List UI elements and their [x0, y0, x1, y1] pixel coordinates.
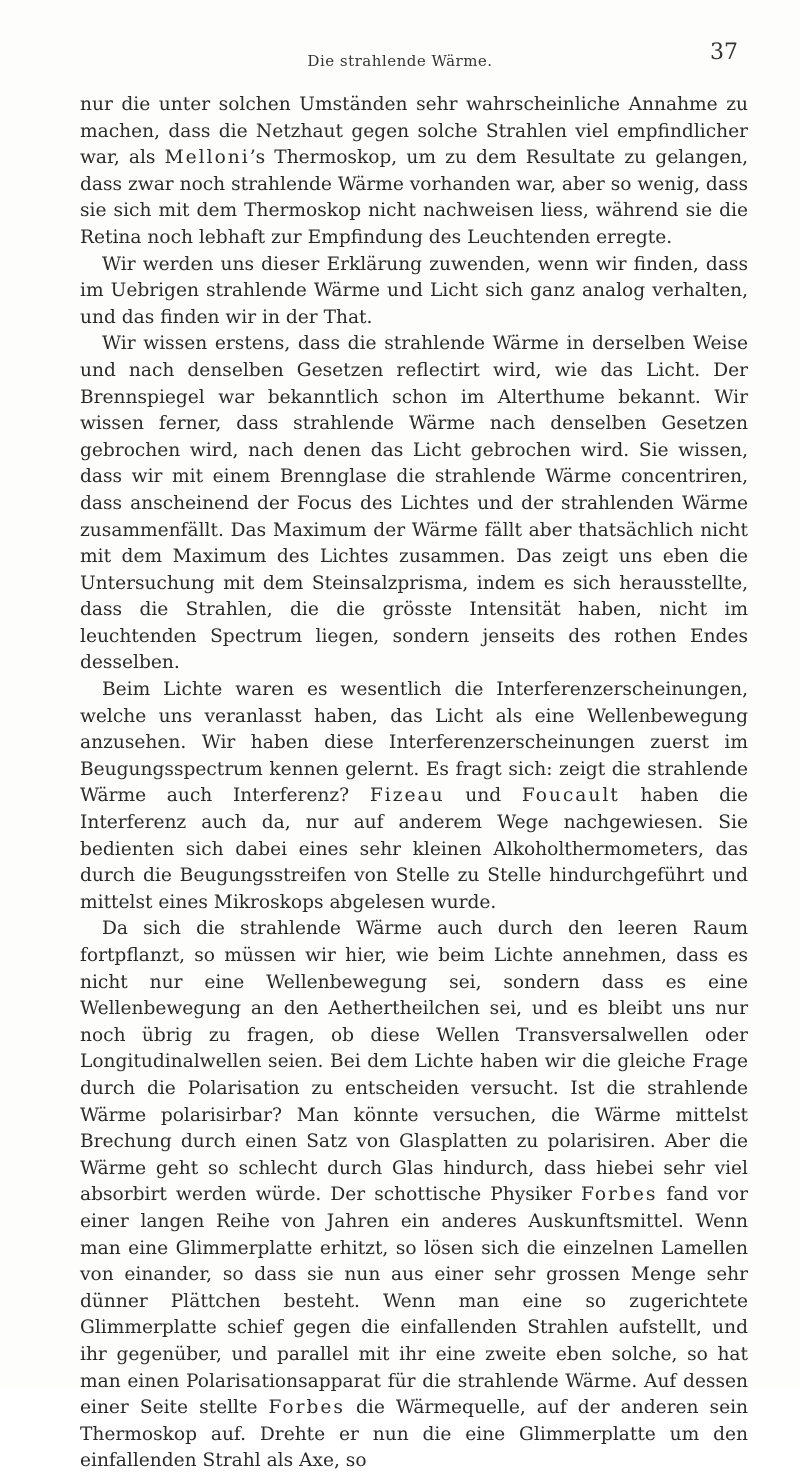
paragraph-5-text-c: die Wärmequelle, auf der anderen sein Thermoskop auf. Drehte er nun die eine Glimmerplatte um den einfallenden Strahl als Axe, so: [80, 1397, 748, 1472]
person-name-fizeau: Fizeau: [369, 785, 445, 807]
paragraph-2: Wir werden uns dieser Erklärung zuwenden, wenn wir finden, dass im Uebrigen strahlende Wärme und Licht sich ganz analog verhalten, und das finden wir in der That.: [80, 253, 748, 328]
body-text: [80, 92, 748, 1475]
paragraph-5-text-a: Da sich die strahlende Wärme auch durch den leeren Raum fortpflanzt, so müssen wir hier, wie beim Lichte annehmen, dass es nicht nur eine Wellenbewegung sei, sondern dass es eine Wellenbewegung an den Aethertheilchen sei, und es bleibt uns nur noch übrig zu fragen, ob diese Wellen Transversalwellen oder Longitudinalwellen seien. Bei dem Lichte haben wir die gleiche Frage durch die Polarisation zu entscheiden versucht. Ist die strahlende Wärme polarisirbar? Man könnte versuchen, die Wärme mittelst Brechung durch einen Satz von Glasplatten zu polarisiren. Aber die Wärme geht so schlecht durch Glas hindurch, dass hiebei sehr viel absorbirt werden würde. Der schottische Physiker: [80, 918, 748, 1206]
running-title: Die strahlende Wärme.: [307, 52, 493, 70]
paragraph-3: Wir wissen erstens, dass die strahlende Wärme in derselben Weise und nach denselben Gesetzen reflectirt wird, wie das Licht. Der Brennspiegel war bekanntlich schon im Alterthume bekannt. Wir wissen ferner, dass strahlende Wärme nach denselben Gesetzen gebrochen wird, nach denen das Licht gebrochen wird. Sie wissen, dass wir mit einem Brennglase die strahlende Wärme concentriren, dass anscheinend der Focus des Lichtes und der strahlenden Wärme zusammenfällt. Das Maximum der Wärme fällt aber thatsächlich nicht mit dem Maximum des Lichtes zusammen. Das zeigt uns eben die Untersuchung mit dem Steinsalzprisma, indem es sich herausstellte, dass die Strahlen, die die grösste Intensität haben, nicht im leuchtenden Spectrum liegen, sondern jenseits des rothen Endes desselben.: [80, 333, 748, 674]
person-name-melloni: Melloni: [164, 147, 250, 169]
paragraph-4-text-b: und: [444, 785, 522, 807]
paragraph-1-text-b: ’s Thermoskop, um zu dem Resultate zu gelangen, dass zwar noch strahlende Wärme vorhanden war, aber so wenig, dass sie sich mit dem Thermoskop nicht nachweisen liess, während sie die Retina noch lebhaft zur Empfindung des Leuchtenden erregte.: [80, 147, 748, 248]
paragraph-4-text-a: Beim Lichte waren es wesentlich die Interferenzerscheinungen, welche uns veranlasst haben, das Licht als eine Wellenbewegung anzusehen. Wir haben diese Interferenzerscheinungen zuerst im Beugungsspectrum kennen gelernt. Es fragt sich: zeigt die strahlende Wärme auch Interferenz?: [80, 679, 748, 807]
paragraph-1-text-a: nur die unter solchen Umständen sehr wahrscheinliche Annahme zu machen, dass die Netzhaut gegen solche Strahlen viel empfindlicher war, als: [80, 94, 748, 169]
person-name-foucault: Foucault: [521, 785, 620, 807]
paragraph-5-text-b: fand vor einer langen Reihe von Jahren ein anderes Auskunftsmittel. Wenn man eine Glimmerplatte erhitzt, so lösen sich die einzelnen Lamellen von einander, so dass sie nun aus einer sehr grossen Menge sehr dünner Plättchen besteht. Wenn man eine so zugerichtete Glimmerplatte schief gegen die einfallenden Strahlen aufstellt, und ihr gegenüber, und parallel mit ihr eine zweite eben solche, so hat man einen Polarisationsapparat für die strahlende Wärme. Auf dessen einer Seite stellte: [80, 1184, 748, 1419]
page-number: 37: [710, 40, 738, 65]
person-name-forbes: Forbes: [580, 1184, 658, 1206]
paragraph-4-text-c: haben die Interferenz auch da, nur auf anderem Wege nachgewiesen. Sie bedienten sich dabei eines sehr kleinen Alkoholthermometers, das durch die Beugungsstreifen von Stelle zu Stelle hindurchgeführt und mittelst eines Mikroskops abgelesen wurde.: [80, 785, 748, 913]
paragraph-5: [80, 916, 748, 1474]
person-name-forbes-2: Forbes: [268, 1397, 345, 1419]
paragraph-4: [80, 677, 748, 916]
paragraph-1: [80, 92, 748, 252]
